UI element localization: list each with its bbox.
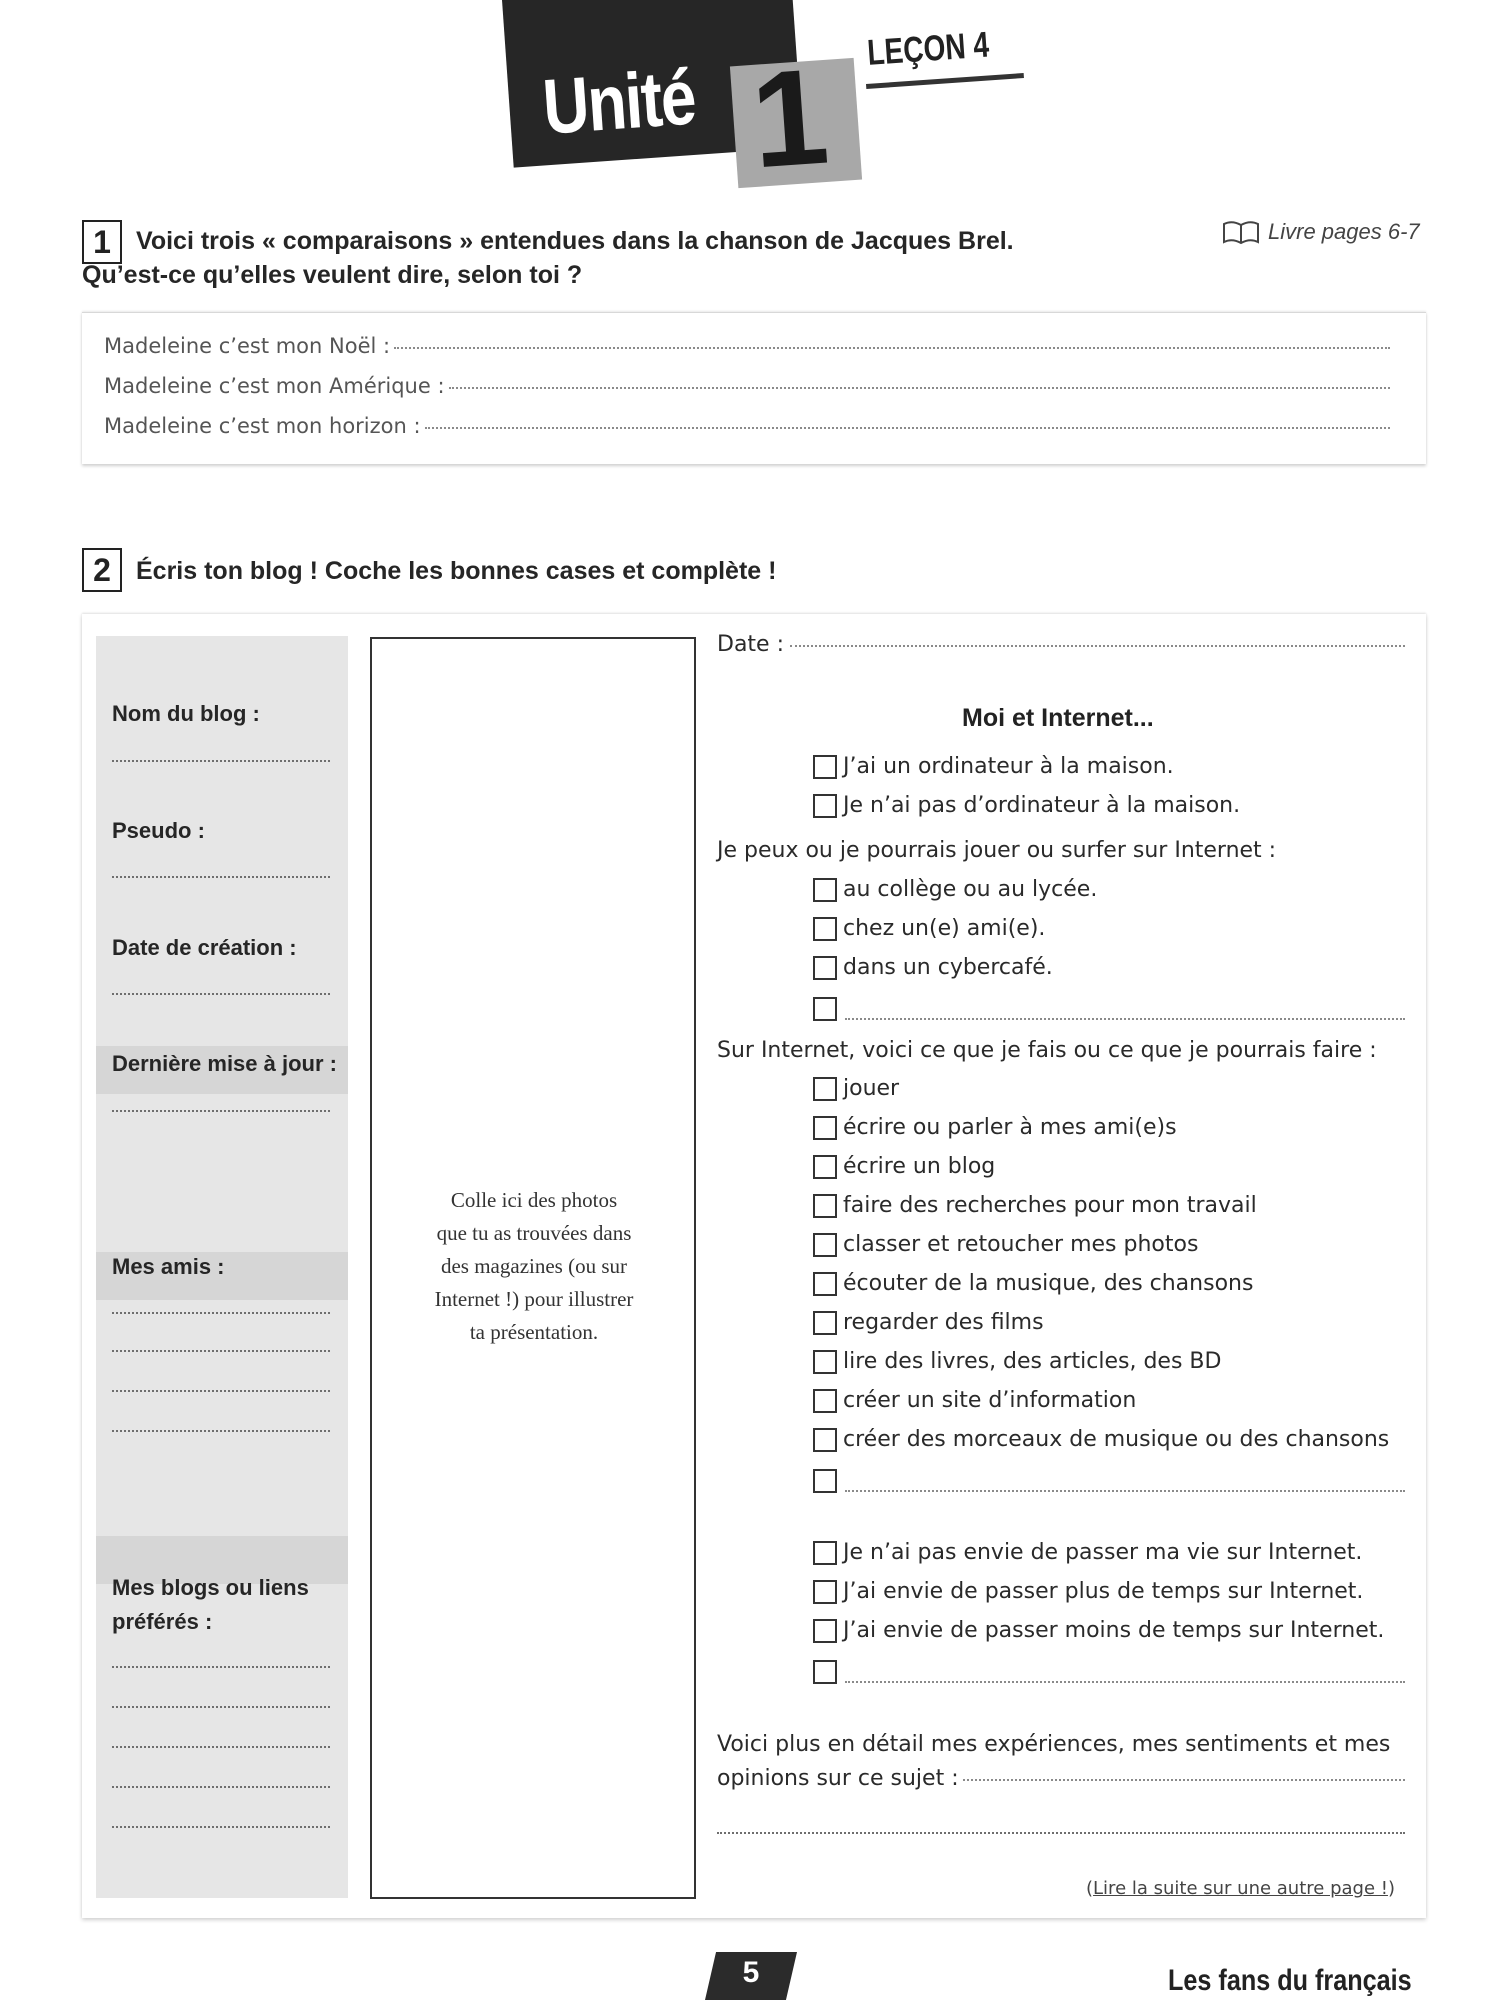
input-mes-blogs-5[interactable]	[112, 1826, 330, 1828]
prompt-amerique: Madeleine c’est mon Amérique :	[104, 374, 445, 398]
checkbox[interactable]	[813, 956, 837, 980]
photo-instruction-line: ta présentation.	[469, 1320, 599, 1344]
checkbox[interactable]	[813, 1541, 837, 1565]
label-mes-blogs-line2: préférés :	[112, 1609, 213, 1634]
checkbox[interactable]	[813, 1077, 837, 1101]
checkbox-row[interactable]	[813, 1154, 995, 1179]
exercise-1-line1: Voici trois « comparaisons » entendues dans la chanson de Jacques Brel.	[136, 227, 1014, 255]
lesson-underline	[866, 73, 1024, 89]
checkbox-label: J’ai un ordinateur à la maison.	[843, 754, 1174, 779]
details-line2[interactable]	[717, 1766, 1405, 1791]
input-mes-amis-3[interactable]	[112, 1390, 330, 1392]
book-title: Les fans du français	[1168, 1964, 1412, 1997]
checkbox[interactable]	[813, 878, 837, 902]
checkbox[interactable]	[813, 1311, 837, 1335]
book-reference-text: Livre pages 6-7	[1268, 219, 1420, 244]
exercise-1-number: 1	[82, 220, 122, 264]
checkbox[interactable]	[813, 1619, 837, 1643]
checkbox-label: Je n’ai pas d’ordinateur à la maison.	[843, 793, 1241, 818]
input-mes-blogs-1[interactable]	[112, 1666, 330, 1668]
photo-instruction-line: Colle ici des photos	[450, 1188, 618, 1212]
input-pseudo[interactable]	[112, 876, 330, 878]
checkbox-row-other[interactable]	[813, 1657, 1405, 1687]
checkbox-row-other[interactable]	[813, 1466, 1405, 1496]
checkbox[interactable]	[813, 1580, 837, 1604]
answer-line-noel[interactable]	[104, 334, 1390, 358]
checkbox[interactable]	[813, 997, 837, 1021]
page-number: 5	[742, 1956, 760, 1989]
continue-close-paren: )	[1387, 1878, 1395, 1899]
input-mes-blogs-2[interactable]	[112, 1706, 330, 1708]
question-activites: Sur Internet, voici ce que je fais ou ce que je pourrais faire :	[717, 1038, 1377, 1063]
checkbox[interactable]	[813, 1389, 837, 1413]
checkbox-label: écrire un blog	[843, 1154, 996, 1179]
date-label: Date :	[717, 632, 784, 657]
answer-line-amerique[interactable]	[104, 374, 1390, 398]
checkbox[interactable]	[813, 1660, 837, 1684]
label-mes-blogs-line1: Mes blogs ou liens	[112, 1575, 309, 1600]
checkbox-label: écouter de la musique, des chansons	[843, 1271, 1254, 1296]
checkbox[interactable]	[813, 1272, 837, 1296]
checkbox-row[interactable]	[813, 877, 1097, 902]
checkbox-label: regarder des films	[843, 1310, 1044, 1335]
continue-note-text: Lire la suite sur une autre page !	[1093, 1878, 1388, 1899]
checkbox-label: chez un(e) ami(e).	[843, 916, 1046, 941]
checkbox[interactable]	[813, 1469, 837, 1493]
input-nom-du-blog[interactable]	[112, 760, 330, 762]
checkbox-row[interactable]	[813, 1388, 1136, 1413]
checkbox[interactable]	[813, 1116, 837, 1140]
checkbox-label: lire des livres, des articles, des BD	[843, 1349, 1222, 1374]
section-heading: Moi et Internet...	[962, 704, 1154, 732]
photo-instruction	[390, 1184, 678, 1349]
checkbox-label: au collège ou au lycée.	[843, 877, 1098, 902]
exercise-2-instruction: Écris ton blog ! Coche les bonnes cases et complète !	[136, 557, 777, 585]
question-lieu: Je peux ou je pourrais jouer ou surfer sur Internet :	[717, 838, 1277, 863]
checkbox-row[interactable]	[813, 1427, 1389, 1452]
checkbox-row[interactable]	[813, 955, 1053, 980]
checkbox-row[interactable]	[813, 1310, 1044, 1335]
continue-open-paren: (	[1086, 1878, 1094, 1899]
checkbox-label: faire des recherches pour mon travail	[843, 1193, 1257, 1218]
answer-line-horizon[interactable]	[104, 414, 1390, 438]
checkbox[interactable]	[813, 917, 837, 941]
input-mes-blogs-3[interactable]	[112, 1746, 330, 1748]
checkbox-row[interactable]	[813, 793, 1240, 818]
input-date-creation[interactable]	[112, 993, 330, 995]
details-dots-2[interactable]	[717, 1832, 1405, 1834]
label-nom-du-blog: Nom du blog :	[112, 701, 260, 726]
checkbox-label: jouer	[843, 1076, 900, 1101]
checkbox[interactable]	[813, 1350, 837, 1374]
checkbox-label: dans un cybercafé.	[843, 955, 1053, 980]
checkbox-row[interactable]	[813, 1115, 1177, 1140]
input-mes-blogs-4[interactable]	[112, 1786, 330, 1788]
label-mes-amis: Mes amis :	[112, 1254, 225, 1279]
checkbox-row[interactable]	[813, 1349, 1221, 1374]
checkbox-row-other[interactable]	[813, 994, 1405, 1024]
answer-dots[interactable]	[394, 347, 1390, 349]
input-mes-amis-4[interactable]	[112, 1430, 330, 1432]
input-derniere-mise-a-jour[interactable]	[112, 1110, 330, 1112]
unit-number: 1	[746, 39, 833, 197]
checkbox-label: créer un site d’information	[843, 1388, 1137, 1413]
details-line2-text: opinions sur ce sujet :	[717, 1766, 959, 1791]
checkbox-row[interactable]	[813, 1540, 1362, 1565]
checkbox-row[interactable]	[813, 1271, 1253, 1296]
checkbox[interactable]	[813, 1155, 837, 1179]
checkbox-row[interactable]	[813, 1193, 1257, 1218]
photo-instruction-line: que tu as trouvées dans	[436, 1221, 632, 1245]
checkbox-label: classer et retoucher mes photos	[843, 1232, 1199, 1257]
answer-dots[interactable]	[425, 427, 1390, 429]
lesson-title: LEÇON 4	[866, 23, 991, 73]
input-mes-amis-2[interactable]	[112, 1350, 330, 1352]
photo-instruction-line: des magazines (ou sur	[440, 1254, 628, 1278]
checkbox-row[interactable]	[813, 754, 1174, 779]
checkbox-label: Je n’ai pas envie de passer ma vie sur Internet.	[843, 1540, 1363, 1565]
checkbox[interactable]	[813, 794, 837, 818]
checkbox[interactable]	[813, 1233, 837, 1257]
label-date-creation: Date de création :	[112, 935, 297, 960]
checkbox[interactable]	[813, 755, 837, 779]
checkbox-row[interactable]	[813, 1579, 1363, 1604]
prompt-noel: Madeleine c’est mon Noël :	[104, 334, 391, 358]
checkbox-row[interactable]	[813, 1232, 1198, 1257]
checkbox-label: J’ai envie de passer plus de temps sur Internet.	[843, 1579, 1364, 1604]
label-derniere-mise-a-jour: Dernière mise à jour :	[112, 1051, 337, 1076]
continue-note	[1086, 1878, 1395, 1899]
checkbox-row[interactable]	[813, 1076, 899, 1101]
checkbox[interactable]	[813, 1194, 837, 1218]
checkbox-label: J’ai envie de passer moins de temps sur Internet.	[843, 1618, 1385, 1643]
details-dots[interactable]	[963, 1779, 1405, 1781]
photo-instruction-line: Internet !) pour illustrer	[434, 1287, 634, 1311]
other-dots[interactable]	[845, 1681, 1405, 1683]
label-pseudo: Pseudo :	[112, 818, 205, 843]
date-field[interactable]	[717, 632, 1405, 657]
date-dots[interactable]	[790, 645, 1405, 647]
exercise-2-number: 2	[82, 548, 122, 592]
checkbox-row[interactable]	[813, 1618, 1384, 1643]
checkbox[interactable]	[813, 1428, 837, 1452]
checkbox-label: créer des morceaux de musique ou des chansons	[843, 1427, 1390, 1452]
unit-title: Unité	[540, 52, 698, 151]
exercise-1-line2: Qu’est-ce qu’elles veulent dire, selon toi ?	[82, 261, 583, 289]
prompt-horizon: Madeleine c’est mon horizon :	[104, 414, 421, 438]
open-book-icon	[1222, 218, 1260, 246]
other-dots[interactable]	[845, 1018, 1405, 1020]
answer-dots[interactable]	[449, 387, 1390, 389]
book-reference	[1222, 218, 1420, 246]
checkbox-label: écrire ou parler à mes ami(e)s	[843, 1115, 1177, 1140]
checkbox-row[interactable]	[813, 916, 1045, 941]
input-mes-amis-1[interactable]	[112, 1312, 330, 1314]
other-dots[interactable]	[845, 1490, 1405, 1492]
details-line1: Voici plus en détail mes expériences, mes sentiments et mes	[717, 1732, 1391, 1757]
